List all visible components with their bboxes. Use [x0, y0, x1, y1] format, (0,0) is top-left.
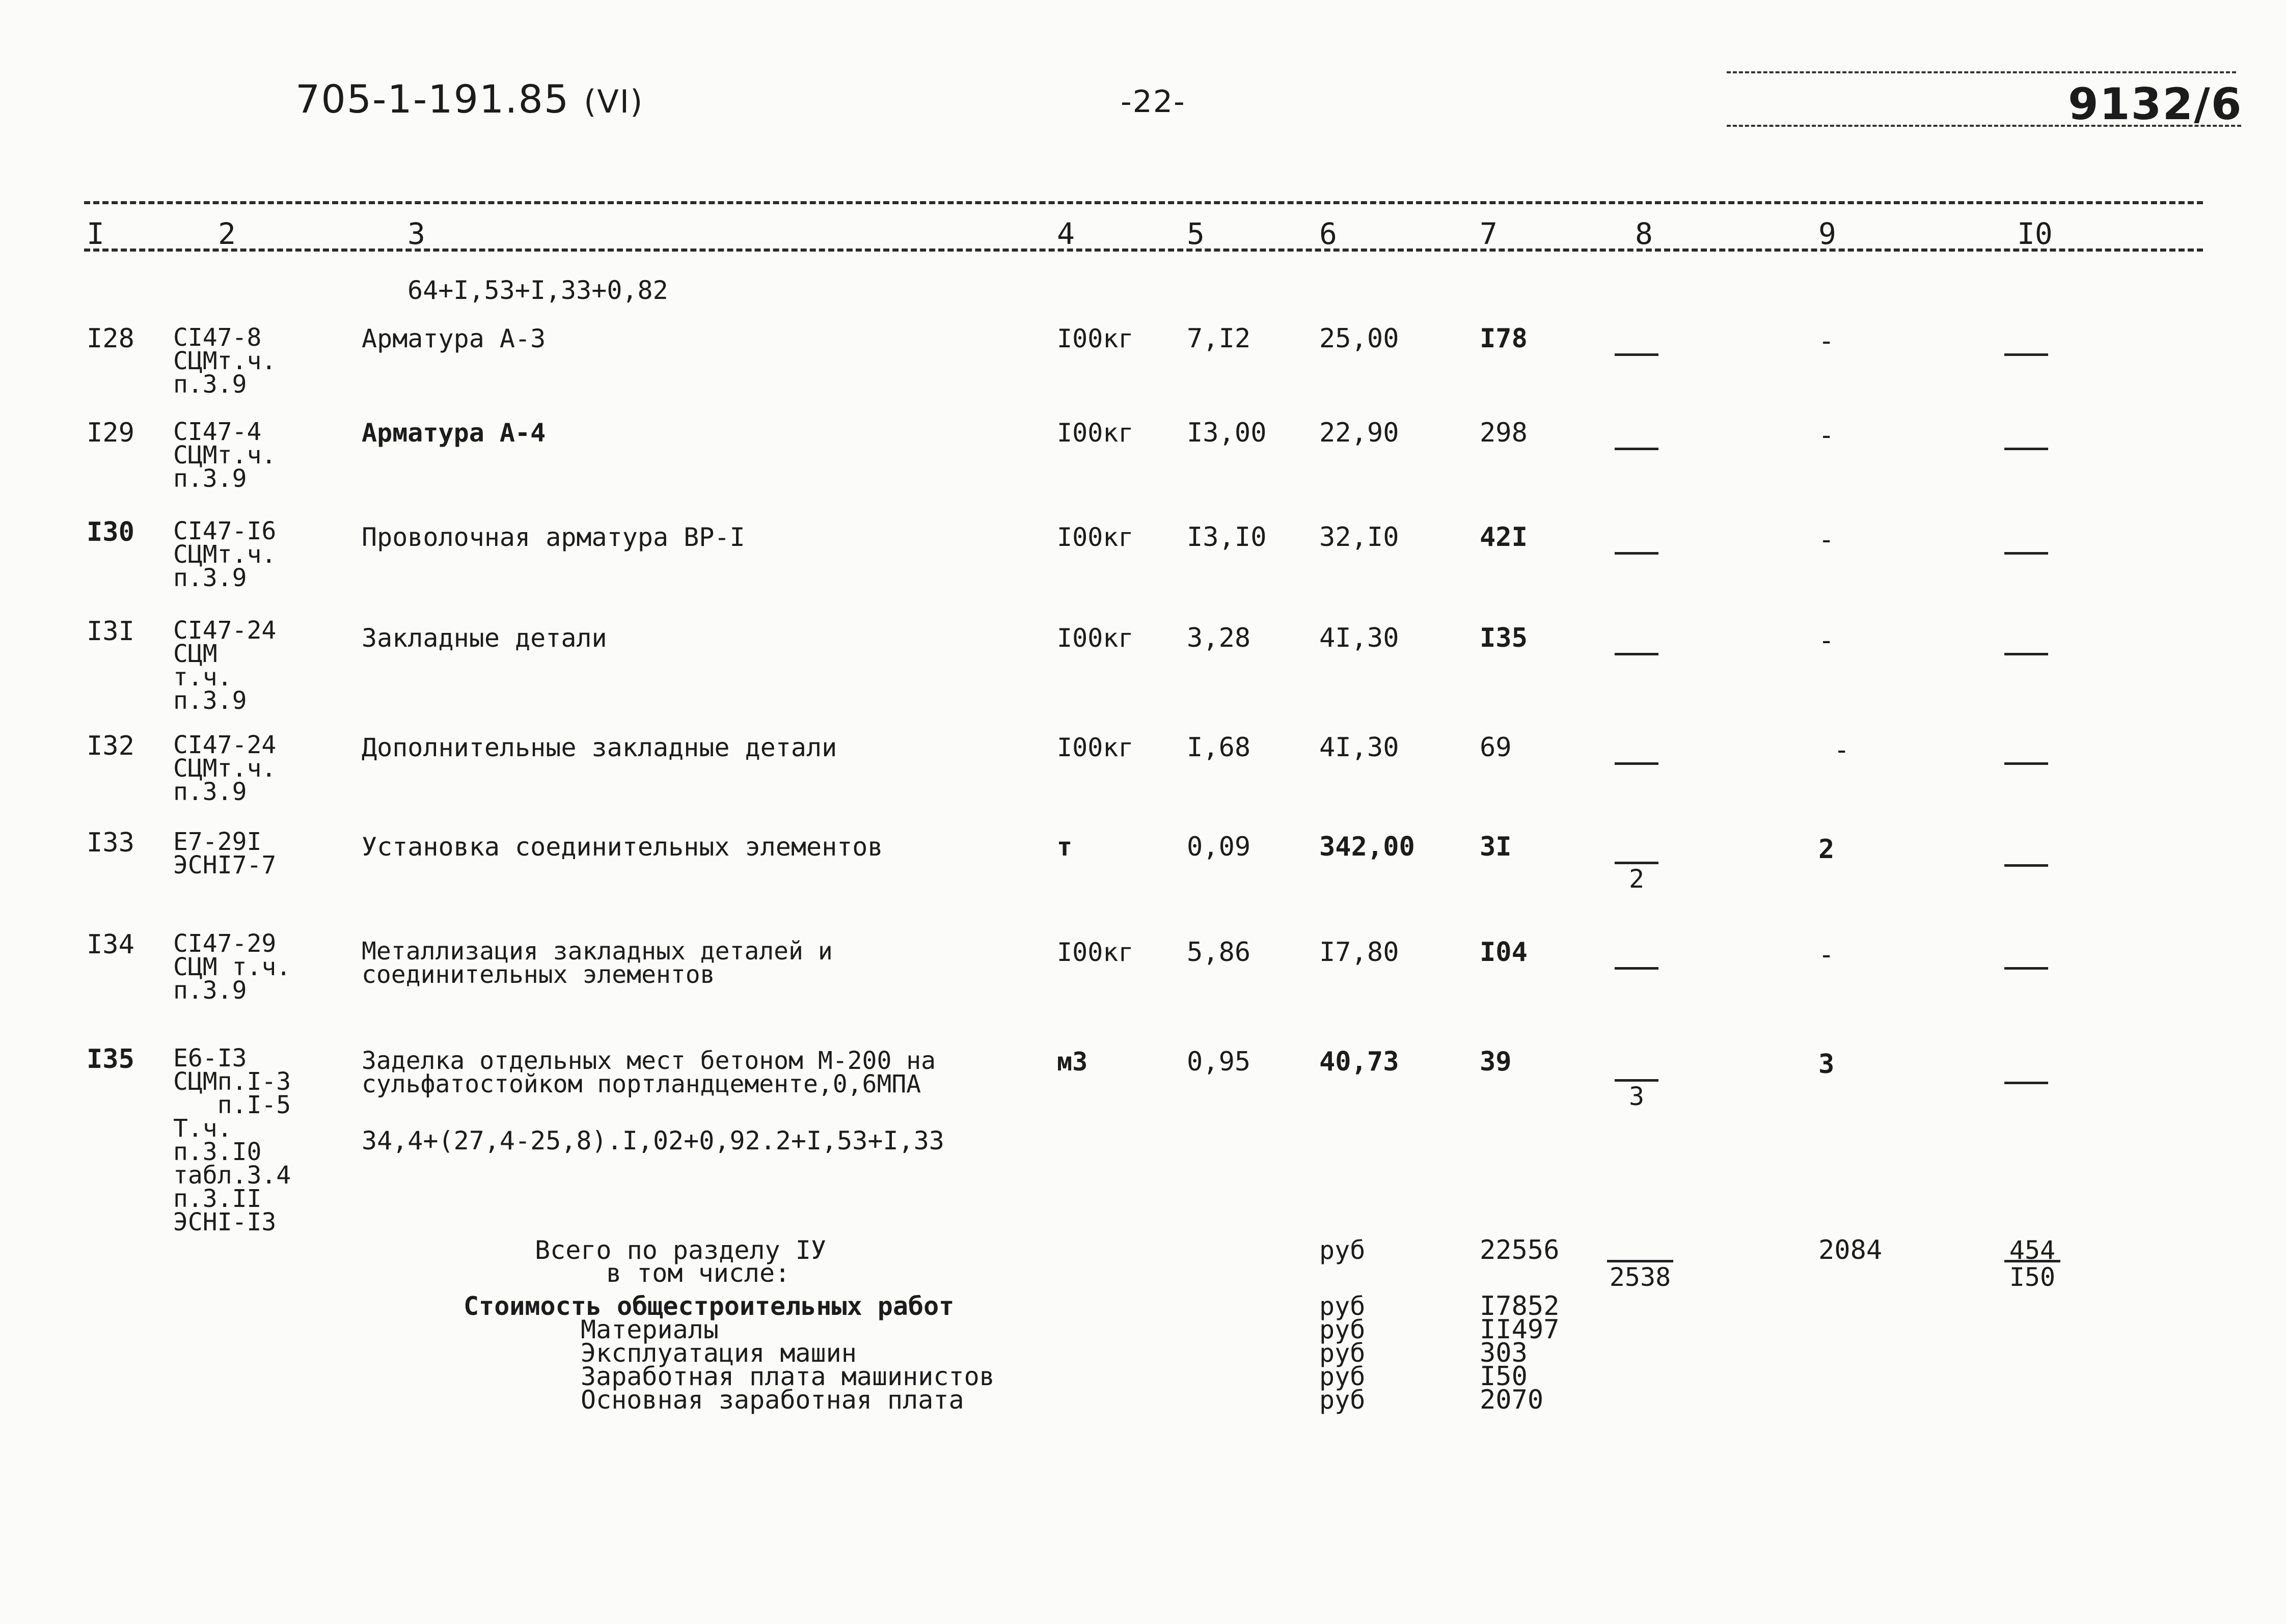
column-8-fraction: 3 — [1615, 1057, 1658, 1104]
page-number: -22- — [1121, 84, 1186, 120]
column-8-fraction — [1615, 530, 1658, 577]
norm-reference: CI47-24 СЦМ т.ч. п.3.9 — [173, 616, 277, 715]
row-number: I34 — [87, 929, 134, 960]
summary-item-unit: руб — [1319, 1362, 1366, 1391]
summary-item-label: Заработная плата машинистов — [581, 1362, 995, 1391]
column-8-fraction — [1615, 740, 1658, 787]
unit-of-measure: м3 — [1057, 1047, 1088, 1077]
quantity: I3,00 — [1187, 418, 1267, 448]
summary-item-label: Стоимость общестроительных работ — [464, 1291, 955, 1321]
unit-of-measure: I00кг — [1057, 733, 1134, 762]
summary-item-value: I50 — [1480, 1361, 1528, 1392]
column-number-10: I0 — [2017, 216, 2053, 251]
unit-of-measure: I00кг — [1057, 522, 1134, 552]
column-number-7: 7 — [1480, 216, 1498, 251]
row-number: I33 — [87, 828, 134, 858]
total-cost: 298 — [1480, 418, 1528, 448]
column-9-value: - — [1818, 420, 1835, 451]
row-number: I28 — [87, 323, 134, 354]
summary-title: Всего по разделу IУ — [535, 1235, 826, 1265]
column-9-value: - — [1818, 525, 1835, 555]
norm-reference: CI47-29 СЦМ т.ч. п.3.9 — [173, 929, 291, 1005]
work-description: Установка соединительных элементов — [362, 832, 883, 862]
column-8-fraction — [1615, 425, 1658, 473]
summary-column-8-fraction: 2538 — [1607, 1237, 1673, 1285]
norm-reference: Е7-29I ЭСНI7-7 — [173, 828, 277, 879]
quantity: 0,95 — [1187, 1047, 1251, 1077]
column-number-6: 6 — [1319, 216, 1337, 251]
total-cost: I04 — [1480, 937, 1528, 968]
column-10-fraction — [2004, 425, 2048, 473]
unit-of-measure: т — [1057, 832, 1073, 862]
column-number-8: 8 — [1635, 216, 1653, 251]
work-description: Металлизация закладных деталей и соединительных элементов — [362, 937, 833, 989]
unit-of-measure: I00кг — [1057, 938, 1134, 967]
column-10-fraction — [2004, 630, 2048, 678]
summary-column-10-fraction: 454 I50 — [2004, 1237, 2060, 1285]
summary-total: 22556 — [1480, 1235, 1560, 1265]
row-number: I29 — [87, 418, 134, 448]
summary-item-value: I7852 — [1480, 1291, 1560, 1322]
unit-price: 25,00 — [1319, 323, 1399, 354]
unit-price: 40,73 — [1319, 1047, 1399, 1077]
total-cost: 69 — [1480, 732, 1512, 763]
summary-item-unit: руб — [1319, 1315, 1366, 1344]
summary-subtitle: в том числе: — [606, 1258, 791, 1288]
total-cost: I78 — [1480, 323, 1528, 354]
summary-item-unit: руб — [1319, 1338, 1366, 1368]
column-header-rule — [84, 249, 2203, 252]
total-cost: 42I — [1480, 522, 1528, 553]
summary-item-label: Эксплуатация машин — [581, 1338, 857, 1368]
work-description: Арматура А-3 — [362, 324, 546, 353]
work-description: Заделка отдельных мест бетоном М-200 на сульфатостойком портландцементе,0,6МПА — [362, 1047, 936, 1098]
quantity: 0,09 — [1187, 832, 1251, 862]
summary-unit: руб — [1319, 1235, 1366, 1265]
summary-item-unit: руб — [1319, 1291, 1366, 1321]
norm-reference: CI47-4 СЦМт.ч. п.3.9 — [173, 418, 277, 493]
calculation-formula: 34,4+(27,4-25,8).I,02+0,92.2+I,53+I,33 — [362, 1126, 944, 1155]
document-code-suffix: (VI) — [584, 83, 644, 120]
total-cost: I35 — [1480, 623, 1528, 653]
summary-item-label: Материалы — [581, 1315, 719, 1344]
unit-price: 342,00 — [1319, 832, 1415, 862]
work-description: Арматура А-4 — [362, 418, 546, 448]
summary-item-value: 303 — [1480, 1338, 1528, 1368]
column-number-1: I — [87, 216, 104, 251]
quantity: I,68 — [1187, 732, 1251, 763]
row-number: I35 — [87, 1044, 134, 1075]
unit-price: 32,I0 — [1319, 522, 1399, 553]
column-10-fraction — [2004, 1059, 2048, 1107]
column-8-fraction — [1615, 331, 1658, 378]
column-10-fraction — [2004, 842, 2048, 889]
column-number-4: 4 — [1057, 216, 1075, 251]
norm-reference: CI47-8 СЦМт.ч. п.3.9 — [173, 323, 277, 399]
column-9-value: 2 — [1818, 834, 1835, 865]
summary-item-unit: руб — [1319, 1385, 1366, 1415]
table-top-rule — [84, 201, 2203, 204]
column-8-fraction: 2 — [1615, 839, 1658, 887]
header-rule-bottom — [1727, 125, 2241, 127]
header-rule-top — [1727, 71, 2236, 73]
quantity: 5,86 — [1187, 937, 1251, 968]
unit-price: 4I,30 — [1319, 732, 1399, 763]
quantity: 3,28 — [1187, 623, 1251, 653]
work-description: Проволочная арматура ВР-I — [362, 522, 745, 552]
document-code: 705-1-191.85 (VI) — [295, 76, 644, 122]
column-number-3: 3 — [407, 216, 425, 251]
norm-reference: Е6-I3 СЦМп.I-3 п.I-5 Т.ч. п.3.I0 табл.3.4 п.3.II ЭСНI-I3 — [173, 1044, 291, 1236]
summary-item-value: 2070 — [1480, 1385, 1544, 1415]
column-number-5: 5 — [1187, 216, 1205, 251]
column-8-fraction — [1615, 630, 1658, 678]
column-10-fraction — [2004, 331, 2048, 378]
unit-of-measure: I00кг — [1057, 418, 1134, 448]
column-10-fraction — [2004, 530, 2048, 577]
column-8-fraction — [1615, 945, 1658, 992]
quantity: 7,I2 — [1187, 323, 1251, 354]
column-9-value: - — [1818, 326, 1835, 356]
unit-price: I7,80 — [1319, 937, 1399, 968]
sheet-id: 9132/6 — [2068, 79, 2243, 130]
column-9-value: - — [1818, 625, 1835, 656]
column-9-value: - — [1834, 735, 1850, 765]
row-number: I30 — [87, 517, 134, 547]
column-10-fraction — [2004, 945, 2048, 992]
summary-item-label: Основная заработная плата — [581, 1385, 964, 1415]
total-cost: 39 — [1480, 1047, 1512, 1077]
column-10-fraction — [2004, 740, 2048, 787]
norm-reference: CI47-24 СЦМт.ч. п.3.9 — [173, 731, 277, 806]
summary-column-9-value: 2084 — [1818, 1235, 1883, 1265]
column-9-value: 3 — [1818, 1049, 1835, 1080]
summary-item-value: II497 — [1480, 1314, 1560, 1345]
column-9-value: - — [1818, 940, 1835, 970]
unit-price: 4I,30 — [1319, 623, 1399, 653]
work-description: Закладные детали — [362, 623, 607, 653]
unit-of-measure: I00кг — [1057, 623, 1134, 653]
row-number: I3I — [87, 616, 134, 647]
row-number: I32 — [87, 731, 134, 761]
unit-of-measure: I00кг — [1057, 324, 1134, 353]
column-number-9: 9 — [1818, 216, 1836, 251]
carried-formula: 64+I,53+I,33+0,82 — [407, 276, 668, 305]
column-number-2: 2 — [218, 216, 236, 251]
total-cost: 3I — [1480, 832, 1512, 862]
unit-price: 22,90 — [1319, 418, 1399, 448]
norm-reference: CI47-I6 СЦМт.ч. п.3.9 — [173, 517, 277, 592]
work-description: Дополнительные закладные детали — [362, 733, 837, 762]
quantity: I3,I0 — [1187, 522, 1267, 553]
